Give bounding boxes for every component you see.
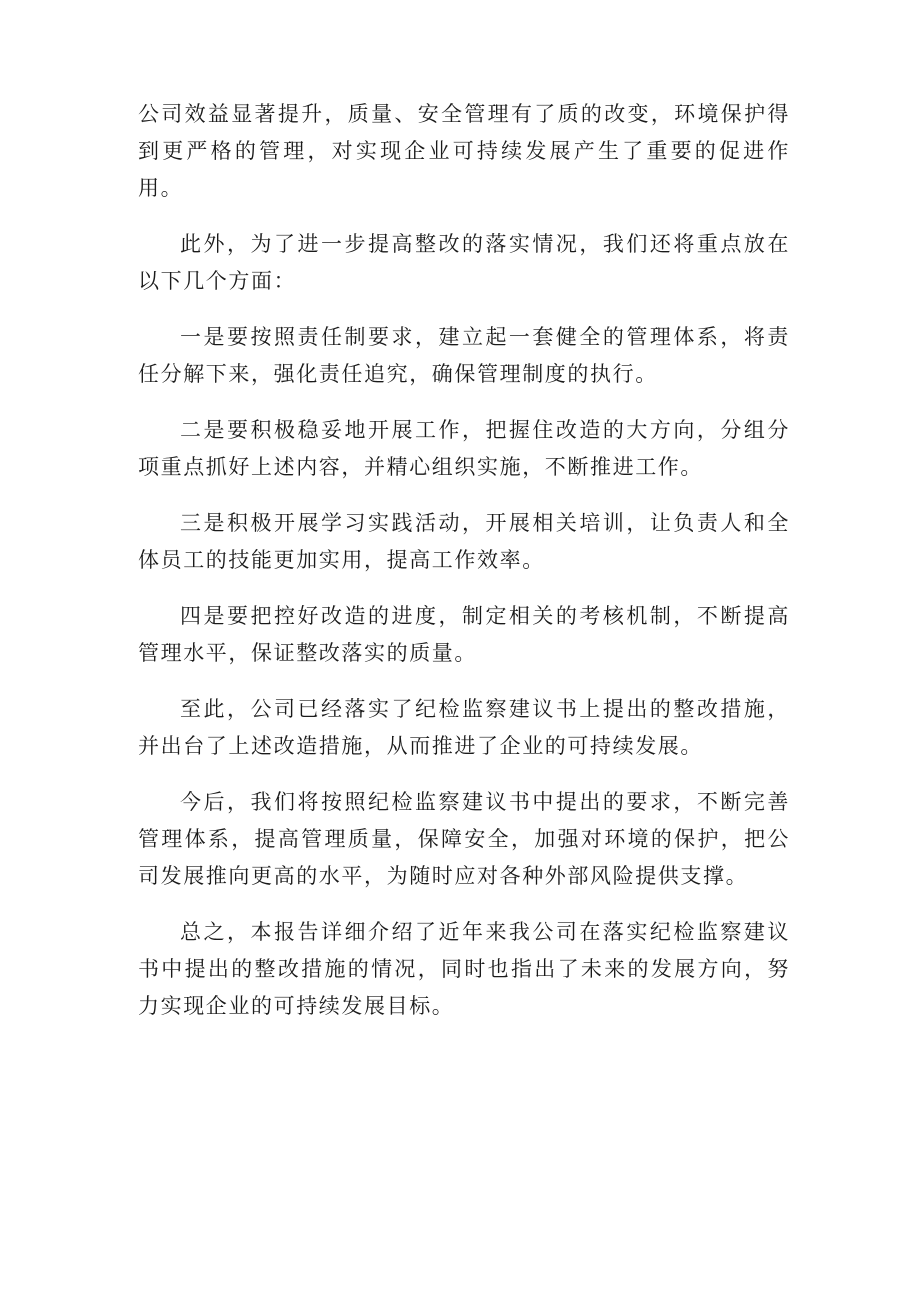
document-body: [138, 96, 790, 1044]
paragraph-point-four: 四是要把控好改造的进度，制定相关的考核机制，不断提高管理水平，保证整改落实的质量。: [138, 604, 790, 665]
paragraph-point-one: 一是要按照责任制要求，建立起一套健全的管理体系，将责任分解下来，强化责任追究，确保管理制度的执行。: [138, 325, 790, 386]
paragraph-future: 今后，我们将按照纪检监察建议书中提出的要求，不断完善管理体系，提高管理质量，保障安全，加强对环境的保护，把公司发展推向更高的水平，为随时应对各种外部风险提供支撑。: [138, 790, 790, 888]
paragraph-intro-focus: 此外，为了进一步提高整改的落实情况，我们还将重点放在以下几个方面：: [138, 232, 790, 293]
paragraph-continuation: 公司效益显著提升，质量、安全管理有了质的改变，环境保护得到更严格的管理，对实现企业可持续发展产生了重要的促进作用。: [138, 102, 790, 200]
paragraph-status: 至此，公司已经落实了纪检监察建议书上提出的整改措施，并出台了上述改造措施，从而推进了企业的可持续发展。: [138, 697, 790, 758]
paragraph-point-two: 二是要积极稳妥地开展工作，把握住改造的大方向，分组分项重点抓好上述内容，并精心组织实施，不断推进工作。: [138, 418, 790, 479]
paragraph-point-three: 三是积极开展学习实践活动，开展相关培训，让负责人和全体员工的技能更加实用，提高工作效率。: [138, 511, 790, 572]
paragraph-conclusion: 总之，本报告详细介绍了近年来我公司在落实纪检监察建议书中提出的整改措施的情况，同时也指出了未来的发展方向，努力实现企业的可持续发展目标。: [138, 920, 790, 1018]
